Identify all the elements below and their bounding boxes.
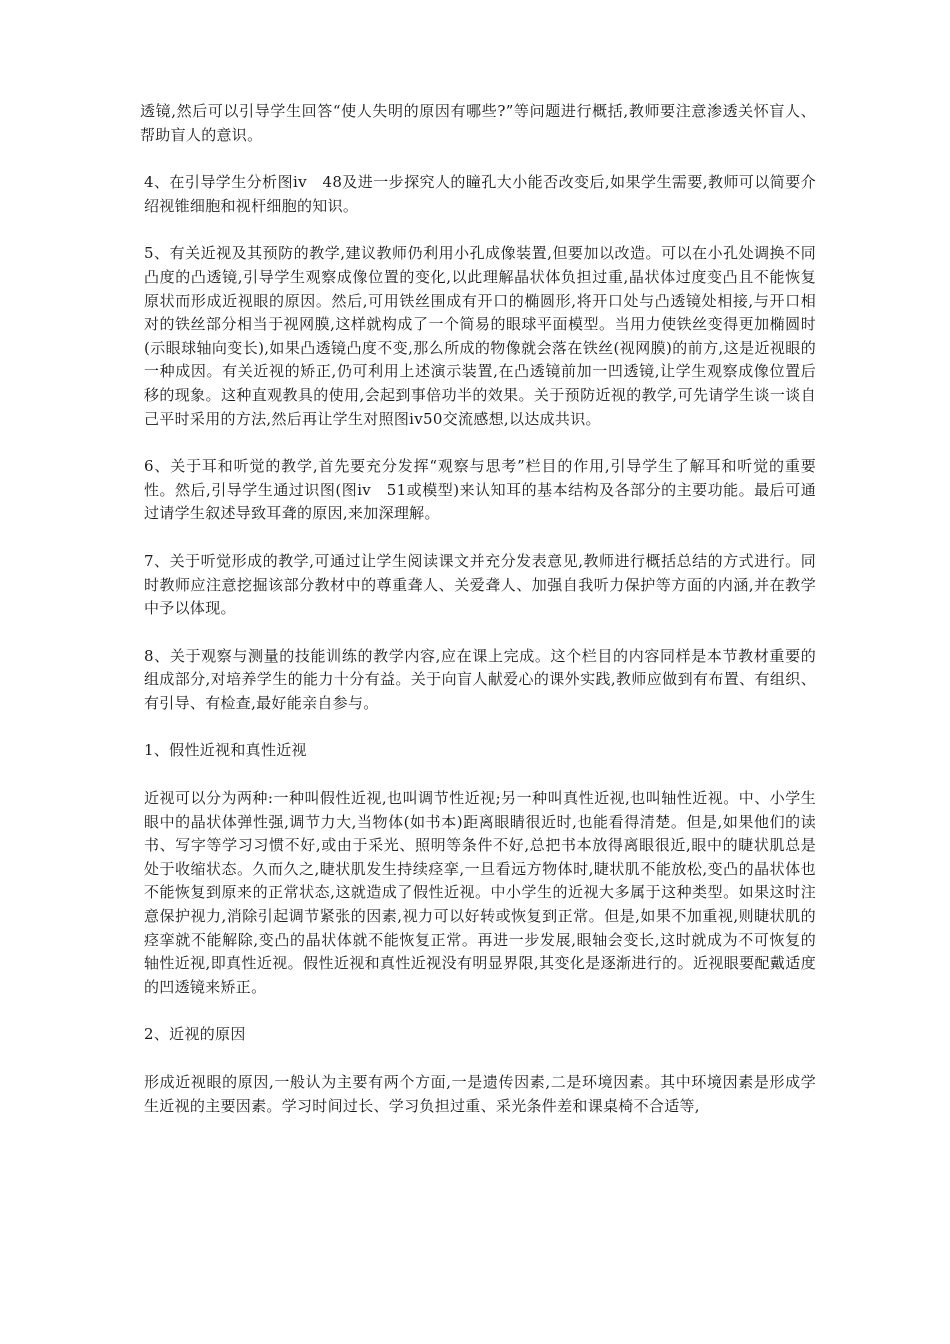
paragraph-intro: 透镜,然后可以引导学生回答“使人失明的原因有哪些?”等问题进行概括,教师要注意渗透关怀盲人、帮助盲人的意识。 bbox=[140, 102, 816, 144]
section-body-pseudo-myopia: 近视可以分为两种:一种叫假性近视,也叫调节性近视;另一种叫真性近视,也叫轴性近视。中、小学生眼中的晶状体弹性强,调节力大,当物体(如书本)距离眼睛很近时,也能看得清楚。但是,如果他们的读书、写字等学习习惯不好,或由于采光、照明等条件不好,总把书本放得离眼很近,眼中的睫状肌总是处于收缩状态。久而久之,睫状肌发生持续痉挛,一旦看远方物体时,睫状肌不能放松,变凸的晶状体也不能恢复到原来的正常状态,这就造成了假性近视。中小学生的近视大多属于这种类型。如果这时注意保护视力,消除引起调节紧张的因素,视力可以好转或恢复到正常。但是,如果不加重视,则睫状肌的痉挛就不能解除,变凸的晶状体就不能恢复正常。再进一步发展,眼轴会变长,这时就成为不可恢复的轴性近视,即真性近视。假性近视和真性近视没有明显界限,其变化是逐渐进行的。近视眼要配戴适度的凹透镜来矫正。 bbox=[144, 789, 816, 996]
section-heading-myopia-causes: 2、近视的原因 bbox=[144, 1025, 246, 1044]
paragraph-item-5: 5、有关近视及其预防的教学,建议教师仍利用小孔成像装置,但要加以改造。可以在小孔处调换不同凸度的凸透镜,引导学生观察成像位置的变化,以此理解晶状体负担过重,晶状体过度变凸且不能恢复原状而形成近视眼的原因。然后,可用铁丝围成有开口的椭圆形,将开口处与凸透镜处相接,与开口相对的铁丝部分相当于视网膜,这样就构成了一个简易的眼球平面模型。当用力使铁丝变得更加椭圆时(示眼球轴向变长),如果凸透镜凸度不变,那么所成的物像就会落在铁丝(视网膜)的前方,这是近视眼的一种成因。有关近视的矫正,仍可利用上述演示装置,在凸透镜前加一凹透镜,让学生观察成像位置后移的现象。这种直观教具的使用,会起到事倍功半的效果。关于预防近视的教学,可先请学生谈一谈自己平时采用的方法,然后再让学生对照图iv50交流感想,以达成共识。 bbox=[144, 244, 816, 428]
paragraph-item-4: 4、在引导学生分析图iv 48及进一步探究人的瞳孔大小能否改变后,如果学生需要,教师可以简要介绍视锥细胞和视杆细胞的知识。 bbox=[144, 173, 816, 215]
section-heading-pseudo-myopia: 1、假性近视和真性近视 bbox=[144, 741, 307, 760]
paragraph-item-6: 6、关于耳和听觉的教学,首先要充分发挥“观察与思考”栏目的作用,引导学生了解耳和听觉的重要性。然后,引导学生通过识图(图iv 51或模型)来认知耳的基本结构及各部分的主要功能。最后可通过请学生叙述导致耳聋的原因,来加深理解。 bbox=[144, 457, 816, 523]
paragraph-item-7: 7、关于听觉形成的教学,可通过让学生阅读课文并充分发表意见,教师进行概括总结的方式进行。同时教师应注意挖掘该部分教材中的尊重聋人、关爱聋人、加强自我听力保护等方面的内涵,并在教学中予以体现。 bbox=[144, 551, 816, 618]
paragraph-item-8: 8、关于观察与测量的技能训练的教学内容,应在课上完成。这个栏目的内容同样是本节教材重要的组成部分,对培养学生的能力十分有益。关于向盲人献爱心的课外实践,教师应做到有布置、有组织、有引导、有检查,最好能亲自参与。 bbox=[144, 646, 816, 712]
document-body bbox=[140, 100, 816, 1142]
section-body-myopia-causes: 形成近视眼的原因,一般认为主要有两个方面,一是遗传因素,二是环境因素。其中环境因素是形成学生近视的主要因素。学习时间过长、学习负担过重、采光条件差和课桌椅不合适等, bbox=[144, 1073, 816, 1115]
